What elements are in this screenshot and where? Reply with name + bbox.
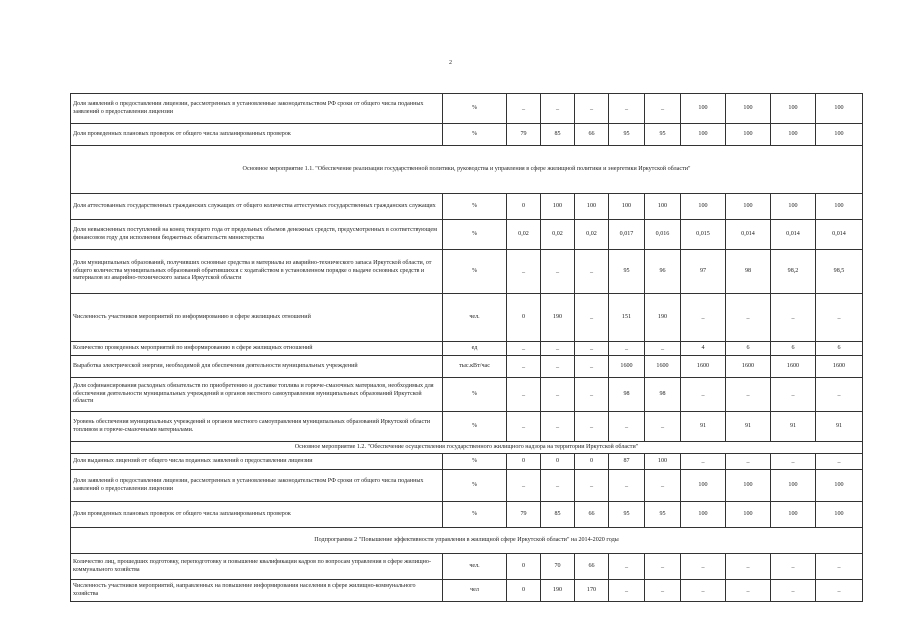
table-row	[71, 294, 863, 342]
value-cell: _	[726, 294, 771, 342]
value-cell: 98,5	[816, 250, 863, 294]
value-cell: _	[575, 342, 609, 356]
value-cell: 0	[507, 194, 541, 220]
indicator-name: Выработка электрической энергии, необходимой для обеспечения деятельности муниципальных учреждений	[71, 356, 443, 378]
indicator-name: Доля муниципальных образований, получивших основные средства и материалы из аварийно-технического запаса Иркутской области, от общего количества муниципальных образований обратившихся с ходатайством в установленном порядке о выдаче основных средств и материалов из аварийно-технического запаса Иркутской области	[71, 250, 443, 294]
value-cell: _	[726, 554, 771, 580]
value-cell: 98	[609, 378, 645, 412]
value-cell: 100	[726, 124, 771, 146]
value-cell: 0,016	[645, 220, 681, 250]
value-cell: 0,02	[507, 220, 541, 250]
value-cell: _	[816, 378, 863, 412]
value-cell: 70	[541, 554, 575, 580]
value-cell: _	[541, 378, 575, 412]
value-cell: 98	[726, 250, 771, 294]
value-cell: 85	[541, 502, 575, 528]
indicator-name: Доля заявлений о предоставлении лицензии, рассмотренных в установленные законодательством РФ сроки от общего числа поданных заявлений о предоставлении лицензии	[71, 94, 443, 124]
value-cell: _	[609, 342, 645, 356]
value-cell: 170	[575, 580, 609, 602]
value-cell: _	[575, 470, 609, 502]
value-cell: 190	[541, 580, 575, 602]
value-cell: _	[507, 356, 541, 378]
value-cell: 0,02	[575, 220, 609, 250]
value-cell: 100	[771, 124, 816, 146]
value-cell: 0	[541, 454, 575, 470]
value-cell: 100	[726, 94, 771, 124]
value-cell: _	[575, 294, 609, 342]
value-cell: _	[609, 580, 645, 602]
unit-cell: %	[443, 220, 507, 250]
indicator-name: Численность участников мероприятий, направленных на повышение информирования населения в сфере жилищно-коммунального хозяйства	[71, 580, 443, 602]
value-cell: _	[507, 250, 541, 294]
value-cell: 91	[816, 412, 863, 442]
indicator-name: Количество проведенных мероприятий по информированию в сфере жилищных отношений	[71, 342, 443, 356]
value-cell: _	[681, 580, 726, 602]
indicator-name: Доля заявлений о предоставлении лицензии, рассмотренных в установленные законодательством РФ сроки от общего числа поданных заявлений о предоставлении лицензии	[71, 470, 443, 502]
value-cell: _	[771, 454, 816, 470]
value-cell: 190	[645, 294, 681, 342]
value-cell: _	[507, 412, 541, 442]
value-cell: _	[645, 470, 681, 502]
value-cell: 85	[541, 124, 575, 146]
value-cell: _	[726, 454, 771, 470]
value-cell: 0,015	[681, 220, 726, 250]
value-cell: 98,2	[771, 250, 816, 294]
value-cell: 100	[816, 470, 863, 502]
section-title: Основное мероприятие 1.1. "Обеспечение реализации государственной политики, руководства и управления в сфере жилищной политики и энергетики Иркутской области"	[71, 146, 863, 194]
value-cell: 0,014	[816, 220, 863, 250]
table-row	[71, 412, 863, 442]
value-cell: 0,014	[771, 220, 816, 250]
value-cell: _	[575, 356, 609, 378]
table-row	[71, 342, 863, 356]
table-row	[71, 580, 863, 602]
table-row	[71, 356, 863, 378]
value-cell: 1600	[645, 356, 681, 378]
value-cell: 91	[771, 412, 816, 442]
unit-cell: тыс.кВт/час	[443, 356, 507, 378]
indicators-table	[70, 93, 863, 602]
value-cell: _	[726, 378, 771, 412]
value-cell: _	[726, 580, 771, 602]
table-row	[71, 454, 863, 470]
value-cell: _	[507, 378, 541, 412]
value-cell: 0	[507, 580, 541, 602]
indicator-name: Доля софинансирования расходных обязательств по приобретению и доставке топлива и горюче-смазочных материалов, необходимых для обеспечения деятельности муниципальных учреждений и органов местного самоуправления муниципальных образований Иркутской области	[71, 378, 443, 412]
value-cell: _	[816, 294, 863, 342]
value-cell: 95	[609, 250, 645, 294]
table-row	[71, 502, 863, 528]
value-cell: _	[771, 580, 816, 602]
section-title: Подпрограмма 2 "Повышение эффективности управления в жилищной сфере Иркутской области" на 2014-2020 годы	[71, 528, 863, 554]
value-cell: 100	[609, 194, 645, 220]
table-row	[71, 554, 863, 580]
value-cell: _	[609, 412, 645, 442]
value-cell: _	[681, 554, 726, 580]
indicator-name: Численность участников мероприятий по информированию в сфере жилищных отношений	[71, 294, 443, 342]
value-cell: _	[681, 454, 726, 470]
value-cell: 6	[816, 342, 863, 356]
value-cell: _	[609, 554, 645, 580]
value-cell: 98	[645, 378, 681, 412]
value-cell: _	[771, 294, 816, 342]
value-cell: 100	[726, 194, 771, 220]
indicator-name: Доля аттестованных государственных гражданских служащих от общего количества аттестуемых государственных гражданских служащих	[71, 194, 443, 220]
unit-cell: %	[443, 94, 507, 124]
value-cell: 100	[681, 194, 726, 220]
value-cell: 100	[771, 94, 816, 124]
indicator-name: Доля выданных лицензий от общего числа поданных заявлений о предоставлении лицензии	[71, 454, 443, 470]
value-cell: _	[681, 294, 726, 342]
unit-cell: %	[443, 194, 507, 220]
value-cell: 100	[681, 502, 726, 528]
value-cell: _	[541, 356, 575, 378]
indicator-name: Количество лиц, прошедших подготовку, переподготовку и повышение квалификации кадров по вопросам управления в сфере жилищно-коммунального хозяйства	[71, 554, 443, 580]
value-cell: 100	[681, 470, 726, 502]
unit-cell: %	[443, 502, 507, 528]
unit-cell: чел.	[443, 554, 507, 580]
value-cell: _	[645, 554, 681, 580]
indicator-name: Уровень обеспечения муниципальных учреждений и органов местного самоуправления муниципальных образований Иркутской области топливом и горюче-смазочными материалами.	[71, 412, 443, 442]
value-cell: 100	[645, 454, 681, 470]
unit-cell: %	[443, 454, 507, 470]
unit-cell: %	[443, 378, 507, 412]
table-row	[71, 124, 863, 146]
section-header-row	[71, 442, 863, 454]
value-cell: 100	[575, 194, 609, 220]
section-header-row	[71, 146, 863, 194]
value-cell: _	[575, 378, 609, 412]
table-row	[71, 378, 863, 412]
value-cell: _	[771, 378, 816, 412]
value-cell: 95	[609, 124, 645, 146]
unit-cell: чел.	[443, 294, 507, 342]
value-cell: _	[681, 378, 726, 412]
unit-cell: %	[443, 412, 507, 442]
value-cell: _	[645, 580, 681, 602]
value-cell: 100	[816, 502, 863, 528]
value-cell: 6	[726, 342, 771, 356]
value-cell: _	[507, 94, 541, 124]
value-cell: 1600	[771, 356, 816, 378]
value-cell: 100	[541, 194, 575, 220]
indicator-name: Доля проведенных плановых проверок от общего числа запланированных проверок	[71, 502, 443, 528]
value-cell: 66	[575, 502, 609, 528]
value-cell: 100	[816, 124, 863, 146]
value-cell: 100	[681, 94, 726, 124]
value-cell: _	[541, 94, 575, 124]
value-cell: 1600	[681, 356, 726, 378]
unit-cell: %	[443, 470, 507, 502]
value-cell: 100	[681, 124, 726, 146]
value-cell: _	[609, 94, 645, 124]
section-title: Основное мероприятие 1.2. "Обеспечение осуществления государственного жилищного надзора на территории Иркутской области"	[71, 442, 863, 454]
value-cell: 66	[575, 124, 609, 146]
value-cell: 100	[726, 470, 771, 502]
value-cell: _	[575, 250, 609, 294]
value-cell: 91	[726, 412, 771, 442]
value-cell: _	[816, 454, 863, 470]
value-cell: 95	[645, 502, 681, 528]
value-cell: 100	[771, 502, 816, 528]
value-cell: _	[575, 412, 609, 442]
value-cell: _	[645, 94, 681, 124]
value-cell: 6	[771, 342, 816, 356]
value-cell: 96	[645, 250, 681, 294]
value-cell: _	[575, 94, 609, 124]
value-cell: 91	[681, 412, 726, 442]
value-cell: 95	[645, 124, 681, 146]
value-cell: 100	[816, 94, 863, 124]
unit-cell: ед	[443, 342, 507, 356]
value-cell: 97	[681, 250, 726, 294]
value-cell: 66	[575, 554, 609, 580]
value-cell: _	[645, 412, 681, 442]
unit-cell: %	[443, 124, 507, 146]
value-cell: _	[541, 250, 575, 294]
section-header-row	[71, 528, 863, 554]
value-cell: 87	[609, 454, 645, 470]
page-number: 2	[449, 60, 452, 66]
value-cell: _	[771, 554, 816, 580]
table-row	[71, 220, 863, 250]
value-cell: 100	[645, 194, 681, 220]
value-cell: _	[816, 580, 863, 602]
table-row	[71, 470, 863, 502]
unit-cell: %	[443, 250, 507, 294]
value-cell: _	[609, 470, 645, 502]
value-cell: 100	[771, 470, 816, 502]
value-cell: 1600	[816, 356, 863, 378]
table-row	[71, 194, 863, 220]
value-cell: 100	[771, 194, 816, 220]
value-cell: 1600	[726, 356, 771, 378]
value-cell: 0,014	[726, 220, 771, 250]
table-row	[71, 250, 863, 294]
value-cell: 100	[726, 502, 771, 528]
value-cell: _	[507, 470, 541, 502]
value-cell: 4	[681, 342, 726, 356]
value-cell: _	[645, 342, 681, 356]
value-cell: 0	[575, 454, 609, 470]
value-cell: 190	[541, 294, 575, 342]
value-cell: _	[541, 470, 575, 502]
value-cell: 79	[507, 124, 541, 146]
unit-cell: чел	[443, 580, 507, 602]
value-cell: 0,017	[609, 220, 645, 250]
value-cell: 95	[609, 502, 645, 528]
value-cell: 0	[507, 294, 541, 342]
value-cell: _	[541, 342, 575, 356]
value-cell: _	[541, 412, 575, 442]
value-cell: 151	[609, 294, 645, 342]
value-cell: _	[507, 342, 541, 356]
value-cell: 79	[507, 502, 541, 528]
indicator-name: Доля невыясненных поступлений на конец текущего года от предельных объемов денежных средств, предусмотренных в соответствующем финансовом году для исполнения бюджетных обязательств министерства	[71, 220, 443, 250]
value-cell: 100	[816, 194, 863, 220]
value-cell: 0	[507, 554, 541, 580]
value-cell: _	[816, 554, 863, 580]
value-cell: 0	[507, 454, 541, 470]
value-cell: 0,02	[541, 220, 575, 250]
value-cell: 1600	[609, 356, 645, 378]
indicator-name: Доля проведенных плановых проверок от общего числа запланированных проверок	[71, 124, 443, 146]
table-row	[71, 94, 863, 124]
